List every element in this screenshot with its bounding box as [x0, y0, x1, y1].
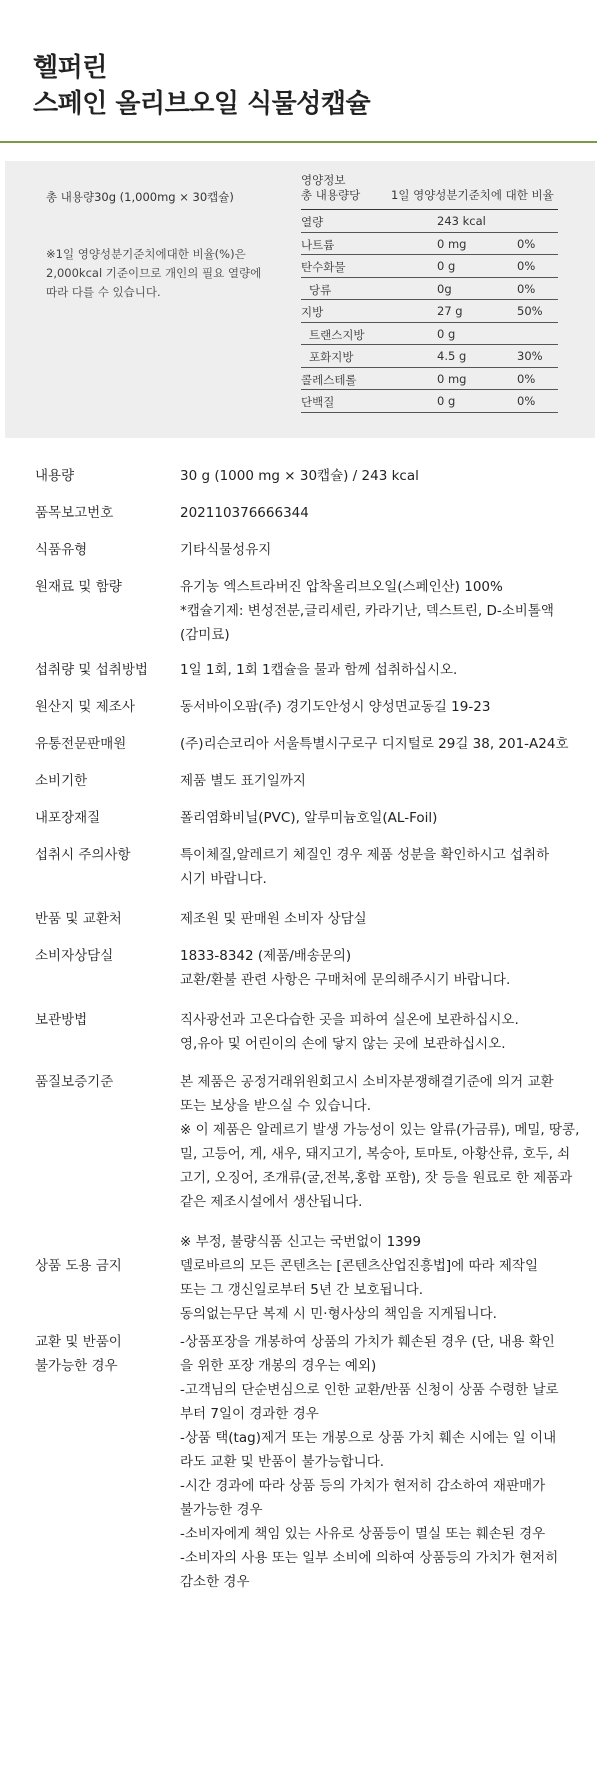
info-row [0, 843, 600, 891]
nutrient-name: 콜레스테롤 [301, 372, 357, 387]
info-label [35, 944, 165, 968]
info-label [35, 806, 165, 830]
nutrition-row [301, 255, 558, 278]
nutrient-amount: 0 g [437, 259, 456, 273]
info-label-line: 불가능한 경우 [35, 1358, 118, 1374]
info-label [35, 501, 165, 525]
info-label [35, 907, 165, 931]
info-label [35, 1008, 165, 1032]
info-value [180, 695, 580, 719]
info-value [180, 806, 580, 830]
info-value-line: 영,유아 및 어린이의 손에 닿지 않는 곳에 보관하십시오. [180, 1036, 506, 1052]
info-value-line: 동의없는무단 복제 시 민·형사상의 책임을 지게됩니다. [180, 1306, 497, 1322]
info-label [35, 1330, 165, 1378]
nutrition-facts-panel [5, 161, 595, 438]
info-value-line: 부터 7일이 경과한 경우 [180, 1406, 319, 1422]
info-value-line: 고기, 오징어, 조개류(굴,전복,홍합 포함), 잣 등을 원료로 한 제품과 [180, 1170, 573, 1186]
info-label [35, 769, 165, 793]
info-label-line: 교환 및 반품이 [35, 1334, 122, 1350]
nutrient-name: 나트륨 [301, 237, 335, 252]
info-value [180, 464, 580, 488]
header-divider [0, 141, 597, 143]
info-value-line: 또는 그 갱신일로부터 5년 간 보호됩니다. [180, 1282, 423, 1298]
info-value-line: 1833-8342 (제품/배송문의) [180, 948, 352, 964]
info-label-line: 상품 도용 금지 [35, 1258, 122, 1274]
nutrient-amount: 0 g [437, 326, 456, 341]
info-value-line: 유기농 엑스트라버진 압착올리브오일(스페인산) 100% [180, 579, 503, 595]
info-label [35, 464, 165, 488]
info-row [0, 732, 600, 756]
nutrition-row [301, 323, 558, 346]
nutrient-name: 단백질 [301, 395, 335, 409]
info-label-line: 내포장재질 [35, 810, 101, 826]
info-label-line: 식품유형 [35, 542, 88, 558]
info-label [35, 843, 165, 867]
info-row [0, 658, 600, 682]
info-value-line: 제조원 및 판매원 소비자 상담실 [180, 911, 367, 927]
nutrition-row [301, 233, 558, 256]
info-value-line: 1일 1회, 1회 1캡슐을 물과 함께 섭취하십시오. [180, 662, 458, 678]
info-label-line: 품목보고번호 [35, 505, 114, 521]
info-value [180, 769, 580, 793]
info-value-line: 폴리염화비닐(PVC), 알루미늄호일(AL-Foil) [180, 810, 438, 826]
nutrient-amount: 0 mg [437, 236, 467, 251]
info-label-line: 섭취시 주의사항 [35, 847, 131, 863]
nutrient-daily-percent: 0% [517, 281, 536, 296]
info-row [0, 501, 600, 525]
info-value-line: (주)리슨코리아 서울특별시구로구 디지털로 29길 38, 201-A24호 [180, 736, 569, 752]
info-value-line: 제품 별도 표기일까지 [180, 773, 306, 789]
info-row [0, 538, 600, 562]
info-row [0, 575, 600, 647]
nutrient-amount: 0g [437, 281, 452, 296]
nutrition-daily-header: 1일 영양성분기준치에 대한 비율 [391, 188, 554, 202]
info-value [180, 944, 580, 992]
nutrient-daily-percent: 30% [517, 349, 543, 363]
info-value-line: -소비자에게 책임 있는 사유로 상품등이 멸실 또는 훼손된 경우 [180, 1526, 546, 1542]
info-row [0, 1070, 600, 1254]
info-value [180, 1254, 580, 1326]
info-value [180, 1070, 580, 1254]
info-value-line: 동서바이오팜(주) 경기도안성시 양성면교동길 19-23 [180, 699, 491, 715]
info-label-line: 반품 및 교환처 [35, 911, 122, 927]
nutrient-amount: 0 g [437, 394, 456, 408]
info-value-line: 특이체질,알레르기 체질인 경우 제품 성분을 확인하시고 섭취하 [180, 847, 550, 863]
info-label-line: 섭취량 및 섭취방법 [35, 662, 148, 678]
info-value-line: 을 위한 포장 개봉의 경우는 예외) [180, 1358, 377, 1374]
info-label-line: 원산지 및 제조사 [35, 699, 135, 715]
info-value-line: -시간 경과에 따라 상품 등의 가치가 현저히 감소하여 재판매가 [180, 1478, 546, 1494]
product-header [0, 0, 600, 141]
info-value-line: 같은 제조시설에서 생산됩니다. [180, 1194, 363, 1210]
info-value-line: 본 제품은 공정거래위원회고시 소비자분쟁해결기준에 의거 교환 [180, 1074, 554, 1090]
info-row [0, 944, 600, 992]
nutrition-basis: 총 내용량당 [301, 188, 361, 202]
info-label [35, 1070, 165, 1094]
info-value-line: -고객님의 단순변심으로 인한 교환/반품 신청이 상품 수령한 날로 [180, 1382, 559, 1398]
info-value [180, 501, 580, 525]
total-amount: 총 내용량30g (1,000mg × 30캡슐) [46, 190, 234, 204]
info-row [0, 769, 600, 793]
info-value [180, 1008, 580, 1056]
info-value-line: 델로바르의 모든 콘텐츠는 [콘텐츠산업진흥법]에 따라 제작일 [180, 1258, 539, 1274]
info-row [0, 907, 600, 931]
product-title: 스페인 올리브오일 식물성캡슐 [33, 89, 371, 119]
info-value-line: 기타식물성유지 [180, 542, 272, 558]
info-row [0, 464, 600, 488]
info-value-line [180, 1214, 580, 1230]
info-label-line: 내용량 [35, 468, 75, 484]
info-value-line: 감소한 경우 [180, 1574, 250, 1590]
info-value-line: 30 g (1000 mg × 30캡슐) / 243 kcal [180, 468, 419, 484]
nutrition-row [301, 368, 558, 391]
nutrient-name: 탄수화물 [301, 260, 346, 274]
info-label-line: 유통전문판매원 [35, 736, 127, 752]
nutrient-name: 열량 [301, 215, 324, 229]
info-value-line: *캡슐기제: 변성전분,글리세린, 카라기난, 덱스트린, D-소비톨액 [180, 603, 554, 619]
nutrient-name: 지방 [301, 305, 324, 319]
nutrition-table [301, 209, 558, 413]
nutrition-row [301, 210, 558, 233]
info-label [35, 538, 165, 562]
info-value-line: 밀, 고등어, 게, 새우, 돼지고기, 복숭아, 토마토, 아황산류, 호두, 쇠 [180, 1146, 571, 1162]
nutrient-daily-percent: 0% [517, 371, 536, 386]
info-value [180, 1330, 580, 1594]
daily-value-note: ※1일 영양성분기준치에대한 비율(%)은 2,000kcal 기준이므로 개인의 필요 열량에 따라 다를 수 있습니다. [46, 247, 262, 299]
info-label [35, 658, 165, 682]
info-value-line: ※ 이 제품은 알레르기 발생 가능성이 있는 알류(가금류), 메밀, 땅콩, [180, 1122, 580, 1138]
info-row [0, 1008, 600, 1056]
info-label-line: 보관방법 [35, 1012, 88, 1028]
info-value-line: ※ 부정, 불량식품 신고는 국번없이 1399 [180, 1234, 421, 1250]
info-label [35, 575, 165, 599]
nutrition-row [301, 345, 558, 368]
info-value-line: 라도 교환 및 반품이 불가능합니다. [180, 1454, 385, 1470]
info-row [0, 1330, 600, 1594]
info-value-line: 직사광선과 고온다습한 곳을 피하여 실온에 보관하십시오. [180, 1012, 519, 1028]
nutrient-name: 트랜스지방 [309, 327, 365, 342]
nutrient-daily-percent: 50% [517, 304, 543, 318]
info-value-line: -소비자의 사용 또는 일부 소비에 의하여 상품등의 가치가 현저히 [180, 1550, 559, 1566]
nutrient-amount: 243 kcal [437, 214, 486, 228]
nutrition-row [301, 390, 558, 413]
nutrient-amount: 4.5 g [437, 349, 467, 363]
info-label-line: 소비자상담실 [35, 948, 114, 964]
info-value-line: -상품 택(tag)제거 또는 개봉으로 상품 가치 훼손 시에는 일 이내 [180, 1430, 557, 1446]
info-value [180, 658, 580, 682]
info-value-line: 20211037666634​4 [180, 505, 309, 521]
info-value-line: 또는 보상을 받으실 수 있습니다. [180, 1098, 371, 1114]
info-value [180, 575, 580, 647]
info-value [180, 907, 580, 931]
info-value-line: 불가능한 경우 [180, 1502, 263, 1518]
nutrient-daily-percent: 0% [517, 236, 536, 251]
info-row [0, 695, 600, 719]
info-value-line: -상품포장을 개봉하여 상품의 가치가 훼손된 경우 (단, 내용 확인 [180, 1334, 555, 1350]
info-value [180, 732, 580, 756]
info-value-line: 시기 바랍니다. [180, 871, 267, 887]
info-label [35, 732, 165, 756]
nutrient-amount: 0 mg [437, 371, 467, 386]
info-label-line: 품질보증기준 [35, 1074, 114, 1090]
nutrition-row [301, 278, 558, 301]
info-value-line: (감미료) [180, 627, 230, 643]
info-value [180, 538, 580, 562]
info-label [35, 695, 165, 719]
info-label [35, 1254, 165, 1278]
nutrition-row [301, 300, 558, 323]
nutrient-name: 포화지방 [309, 350, 354, 364]
info-label-line: 원재료 및 함량 [35, 579, 122, 595]
nutrient-daily-percent: 0% [517, 394, 536, 408]
nutrient-daily-percent: 0% [517, 259, 536, 273]
info-row [0, 806, 600, 830]
info-row [0, 1254, 600, 1326]
nutrient-amount: 27 g [437, 304, 463, 318]
info-value-line: 교환/환불 관련 사항은 구매처에 문의해주시기 바랍니다. [180, 972, 511, 988]
brand-name: 헬퍼린 [33, 53, 107, 83]
info-value [180, 843, 580, 891]
nutrition-title: 영양정보 [301, 173, 346, 187]
nutrient-name: 당류 [309, 282, 332, 297]
info-label-line: 소비기한 [35, 773, 88, 789]
